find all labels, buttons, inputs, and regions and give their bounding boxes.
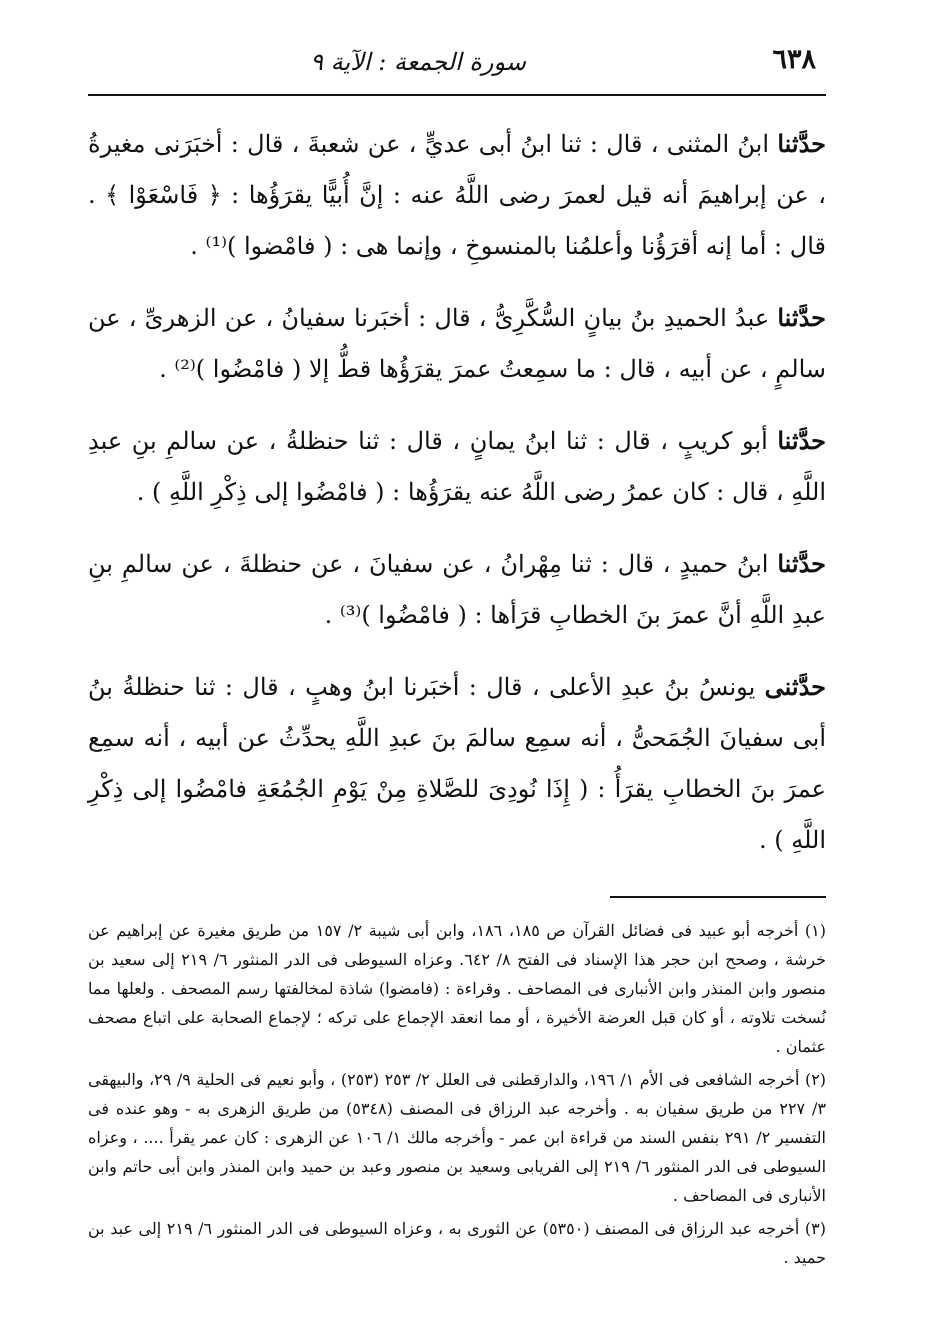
paragraph-text: يونسُ بنُ عبدِ الأعلى ، قال : أخبَرنا ابنُ وهبٍ ، قال : ثنا حنظلةُ بنُ أبى سفيانَ الجُمَحىُّ ، أنه سمِع سالمَ بنَ عبدِ اللَّهِ يحدِّثُ عن أبيه ، أنه سمِع عمرَ بنَ الخطابِ يقرَأُ : ( إِذَا نُودِىَ للصَّلاةِ مِنْ يَوْمِ الجُمُعَةِ فامْضُوا إلى ذِكْرِ اللَّهِ ) . — [88, 673, 827, 854]
hadith-paragraph — [88, 292, 826, 395]
narration-lead: حدَّثنا — [777, 303, 826, 332]
footnote: (٢) أخرجه الشافعى فى الأم ١/ ١٩٦، والدارقطنى فى العلل ٢/ ٢٥٣ (٢٥٣) ، وأبو نعيم فى الحلية ٩/ ٢٩، والبيهقى ٣/ ٢٢٧ من طريق سفيان به . وأخرجه عبد الرزاق فى المصنف (٥٣٤٨) من طريق الزهرى به - وهو عنده فى التفسير ٢/ ٢٩١ بنفس السند من قراءة ابن عمر - وأخرجه مالك ١/ ١٠٦ عن الزهرى : كان عمر يقرأ .... ، وعزاه السيوطى فى الدر المنثور ٦/ ٢١٩ إلى الفريابى وسعيد بن منصور وعبد بن حميد وابن المنذر وابن أبى حاتم وابن الأنبارى فى المصاحف . — [88, 1070, 827, 1205]
page-header — [88, 40, 826, 96]
narration-lead: حدَّثنا — [777, 129, 826, 158]
footnotes — [88, 916, 826, 1272]
main-text — [88, 118, 826, 866]
footnote-separator — [610, 896, 826, 898]
page — [88, 40, 826, 1310]
paragraph-text: ابنُ المثنى ، قال : ثنا ابنُ أبى عديٍّ ، عن شعبةَ ، قال : أخبَرَنى مغيرةُ ، عن إبراهيمَ أنه قيل لعمرَ رضى اللَّهُ عنه : إنَّ أُبيًّا يقرَؤُها : ﴿ فَاسْعَوْا ﴾ . قال : أما إنه أقرَؤُنا وأعلمُنا بالمنسوخِ ، وإنما هى : ( فامْضوا )⁽¹⁾ . — [88, 130, 826, 260]
hadith-paragraph — [88, 538, 826, 641]
hadith-paragraph — [88, 415, 826, 518]
hadith-paragraph — [88, 118, 826, 272]
paragraph-text: عبدُ الحميدِ بنُ بيانٍ السُّكَّرِىُّ ، قال : أخبَرنا سفيانُ ، عن الزهرىِّ ، عن سالمٍ ، عن أبيه ، قال : ما سمِعتُ عمرَ يقرَؤُها قطُّ إلا ( فامْضُوا )⁽²⁾ . — [88, 304, 826, 383]
page-number: ٦٣٨ — [772, 44, 816, 75]
running-title: سورة الجمعة : الآية ٩ — [310, 48, 526, 76]
paragraph-text: أبو كريبٍ ، قال : ثنا ابنُ يمانٍ ، قال : ثنا حنظلةُ ، عن سالمِ بنِ عبدِ اللَّهِ ، قال : كان عمرُ رضى اللَّهُ عنه يقرَؤُها : ( فامْضُوا إلى ذِكْرِ اللَّهِ ) . — [88, 427, 826, 506]
footnote: (١) أخرجه أبو عبيد فى فضائل القرآن ص ١٨٥، ١٨٦، وابن أبى شيبة ٢/ ١٥٧ من طريق مغيرة عن إبراهيم عن خرشة ، وصحح ابن حجر هذا الإسناد فى الفتح ٨/ ٦٤٢. وعزاه السيوطى فى الدر المنثور ٦/ ٢١٩ إلى سعيد بن منصور وابن المنذر وابن الأنبارى فى المصاحف . وقراءة : (فامضوا) شاذة لمخالفتها رسم المصحف . ولعلها مما نُسخت تلاوته ، أو كان قبل العرضة الأخيرة ، أو مما انعقد الإجماع على تركه ؛ لإجماع الصحابة على اتباع مصحف عثمان . — [88, 921, 827, 1056]
narration-lead: حدَّثنا — [777, 426, 826, 455]
hadith-paragraph — [88, 661, 826, 866]
narration-lead: حدَّثنى — [764, 672, 826, 701]
narration-lead: حدَّثنا — [777, 549, 826, 578]
footnote: (٣) أخرجه عبد الرزاق فى المصنف (٥٣٥٠) عن الثورى به ، وعزاه السيوطى فى الدر المنثور ٦/ ٢١٩ إلى عبد بن حميد . — [88, 1219, 826, 1267]
paragraph-text: ابنُ حميدٍ ، قال : ثنا مِهْرانُ ، عن سفيانَ ، عن حنظلةَ ، عن سالمِ بنِ عبدِ اللَّهِ أنَّ عمرَ بنَ الخطابِ قرَأها : ( فامْضُوا )⁽³⁾ . — [88, 550, 826, 629]
